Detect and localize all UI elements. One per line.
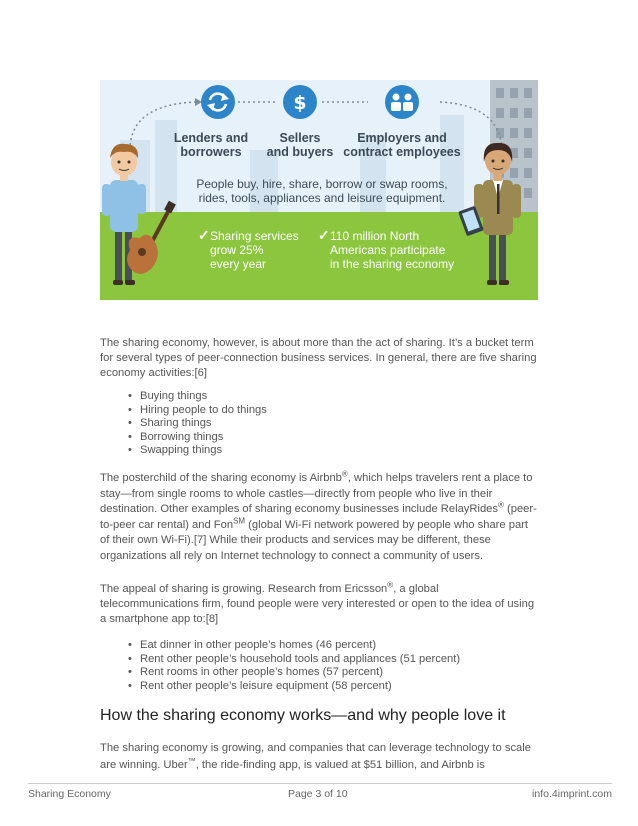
refresh-icon — [201, 85, 235, 119]
registered-mark: ® — [387, 580, 394, 590]
service-mark: SM — [233, 515, 246, 525]
stat-line: in the sharing economy — [330, 257, 455, 271]
group-label-line: contract employees — [343, 145, 461, 159]
footer-document-title: Sharing Economy — [28, 788, 111, 800]
group-label-line: and buyers — [266, 145, 334, 159]
trademark-mark: ™ — [187, 756, 196, 766]
activities-list-block — [100, 390, 540, 458]
text-run: , the ride-finding app, is valued at $51 billion, and Airbnb is — [195, 759, 485, 771]
list-item: • Hiring people to do things — [128, 404, 540, 418]
stat-line: 110 million North — [330, 229, 420, 243]
svg-text:$: $ — [293, 92, 307, 114]
paragraph-ericsson-research — [100, 582, 540, 627]
paragraph-text — [100, 471, 540, 564]
stat-line: Americans participate — [330, 243, 446, 257]
paragraph-text: The sharing economy, however, is about more than the act of sharing. It’s a bucket term for several types of peer-connection business services. In general, there are five sharing economy activities:[6] — [100, 337, 537, 379]
text-run: The appeal of sharing is growing. Research from Ericsson — [100, 583, 388, 595]
section-heading: How the sharing economy works—and why people love it — [100, 707, 506, 724]
list-item: • Swapping things — [128, 444, 540, 458]
paragraph-sharing-activities-intro — [100, 336, 540, 381]
group-label-line: Lenders and — [173, 131, 249, 145]
footer-page-number: Page 3 of 10 — [288, 788, 348, 800]
sharing-economy-infographic — [100, 80, 538, 300]
text-run: (peer-to-peer car rental) and Fon — [100, 503, 537, 531]
checkmark-icon: ✓ — [198, 227, 210, 243]
list-item: • Rent other people’s household tools and appliances (51 percent) — [128, 653, 540, 667]
description-line: rides, tools, appliances and leisure equipment. — [198, 191, 446, 205]
list-item: • Sharing things — [128, 417, 540, 431]
paragraph-sharing-examples — [100, 471, 540, 564]
app-uses-list — [100, 639, 540, 693]
footer-divider — [28, 783, 612, 784]
dollar-icon — [283, 85, 317, 119]
list-item: • Borrowing things — [128, 431, 540, 445]
app-uses-list-block — [100, 639, 540, 693]
list-item: • Eat dinner in other people’s homes (46 percent) — [128, 639, 540, 653]
text-run: , a global telecommunications firm, found people were very interested or open to the idea of using a smartphone app to:[8] — [100, 583, 535, 625]
stat-line: every year — [210, 257, 267, 271]
group-label-line: Sellers — [279, 131, 321, 145]
paragraph-text — [100, 740, 540, 774]
registered-mark: ® — [498, 500, 504, 510]
paragraph-growth — [100, 740, 540, 774]
text-run: , which helps travelers rent a place to stay—from single rooms to whole castles—directly from people who live in their destination. Other examples of sharing economy businesses include RelayRides — [100, 472, 533, 515]
footer-website: info.4imprint.com — [532, 788, 612, 800]
paragraph-text — [100, 582, 540, 627]
text-run: The posterchild of the sharing economy is Airbnb — [100, 472, 342, 484]
text-run: (global Wi-Fi network powered by people who share part of their own Wi-Fi).[7] While their products and services may be different, these organizations all rely on Internet technology to connect a community of users. — [100, 518, 529, 562]
group-label-line: borrowers — [180, 145, 242, 159]
text-run: The sharing economy is growing, and companies that can leverage technology to scale are winning. Uber — [100, 742, 531, 771]
description-line: People buy, hire, share, borrow or swap rooms, — [196, 177, 448, 191]
stat-line: Sharing services — [210, 229, 299, 243]
list-item: • Buying things — [128, 390, 540, 404]
infographic-illustration — [100, 80, 538, 300]
stat-line: grow 25% — [210, 243, 264, 257]
group-label-line: Employers and — [357, 131, 447, 145]
people-icon — [385, 85, 419, 119]
list-item: • Rent rooms in other people’s homes (57 percent) — [128, 666, 540, 680]
registered-mark: ® — [341, 469, 348, 479]
checkmark-icon: ✓ — [318, 227, 330, 243]
list-item: • Rent other people’s leisure equipment (58 percent) — [128, 680, 540, 694]
activities-list — [100, 390, 540, 458]
